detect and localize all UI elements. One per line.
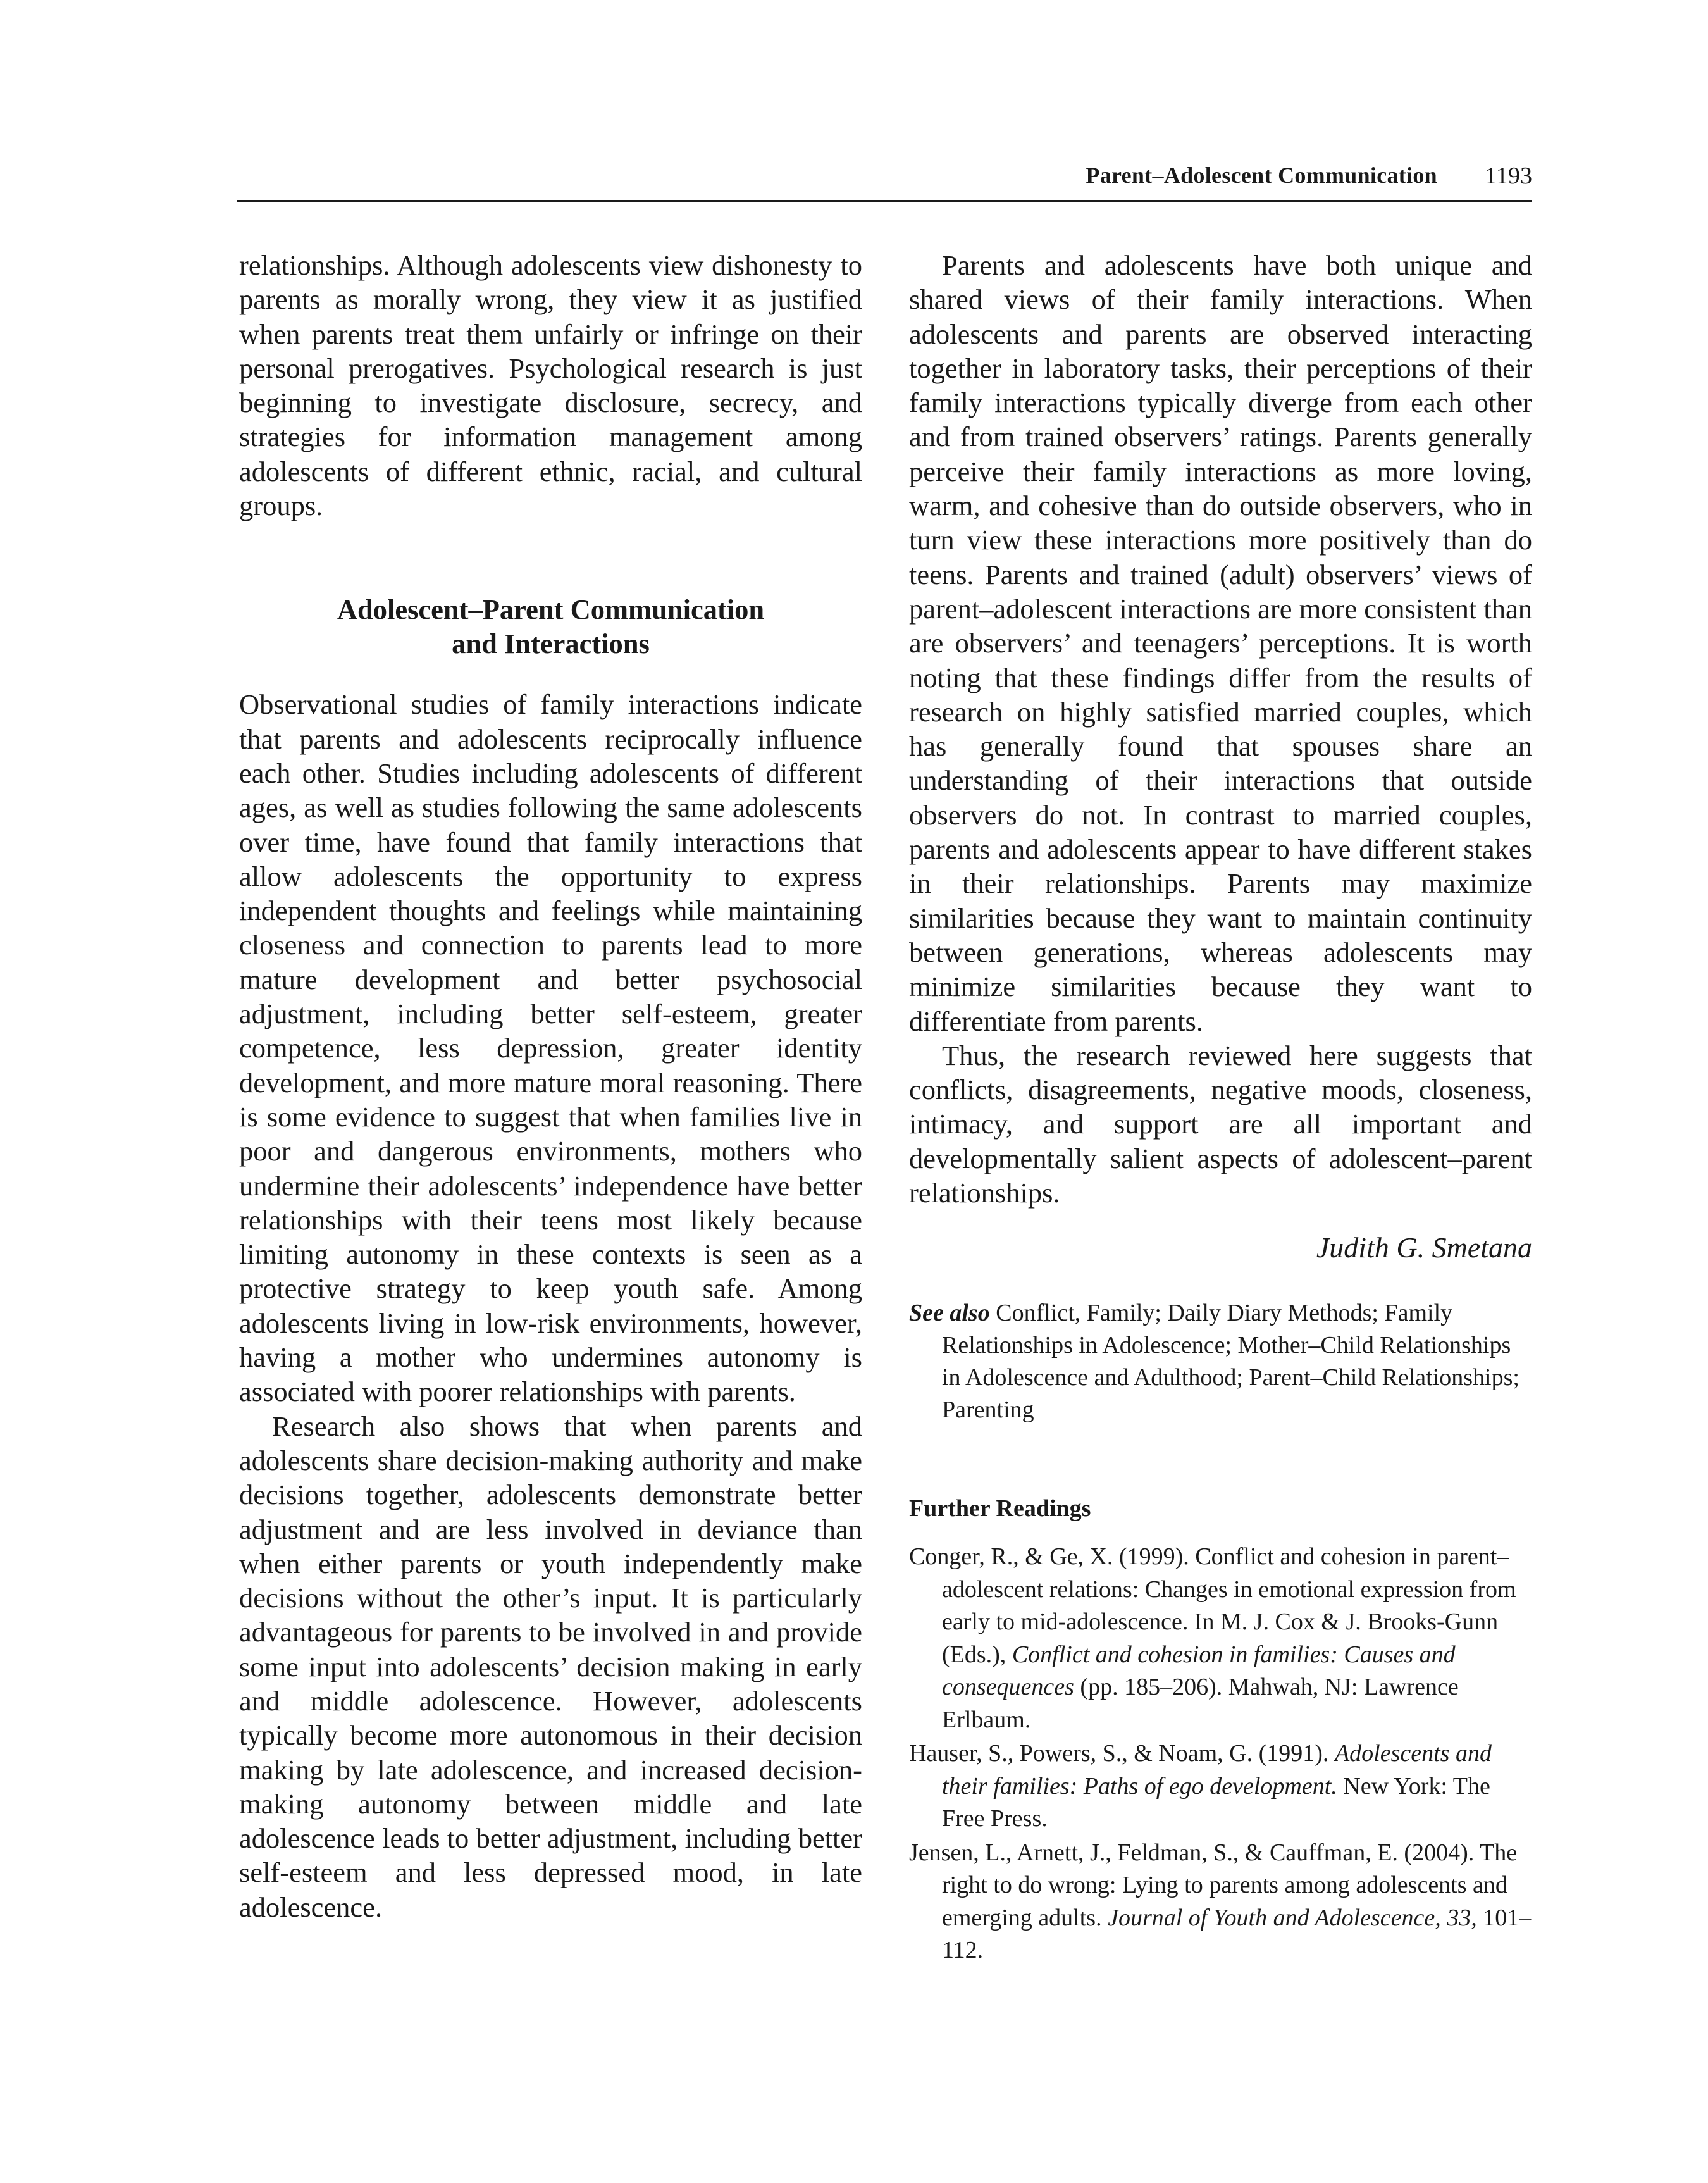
paragraph: Research also shows that when parents and adolescents share decision-making authority and make decisions together, adolescents demonstrate better adjustment and are less involved in deviance than when either parents or youth independently make decisions without the other’s input. It is particularly advantageous for parents to be involved in and provide some input into adolescents’ decision making in early and middle adolescence. However, adolescents typically become more autonomous in their decision making by late adolescence, and increased decision-making autonomy between middle and late adolescence leads to better adjustment, including better self-esteem and less depressed mood, in late adolescence. [239,1410,862,1923]
reference-entry [909,1837,1532,1967]
section-heading-line: Adolescent–Parent Communication [337,594,765,626]
author-signature: Judith G. Smetana [1316,1231,1532,1264]
section-heading-line: and Interactions [452,628,650,660]
reference-text: Hauser, S., Powers, S., & Noam, G. (1991). [909,1740,1335,1767]
reference-text: Conger, R., & Ge, X. (1999). Conflict and cohesion in parent–adolescent relations: Changes in emotional expression from early to mid-adolescence. In M. J. Cox & J. Brooks-Gunn (Eds.), [909,1543,1516,1668]
reference-text: New York: The Free Press. [942,1772,1490,1832]
page-number: 1193 [1485,163,1532,189]
paragraph: Thus, the research reviewed here suggests that conflicts, disagreements, negative moods, closeness, intimacy, and support are all important and developmentally salient aspects of adolescent–parent relationships. [909,1039,1532,1209]
see-also-label: See also [909,1300,990,1327]
reference-entry [909,1541,1532,1736]
reference-title: Journal of Youth and Adolescence, 33, [1108,1904,1477,1931]
see-also-text: Conflict, Family; Daily Diary Methods; Family Relationships in Adolescence; Mother–Child Relationships in Adolescence and Adulthood; Parent–Child Relationships; Parenting [942,1300,1519,1424]
reference-list [909,1541,1532,1967]
reference-text: Jensen, L., Arnett, J., Feldman, S., & Cauffman, E. (2004). The right to do wrong: Lying to parents among adolescents and emerging adults. [909,1839,1518,1931]
further-readings-heading: Further Readings [909,1495,1091,1522]
paragraph: Observational studies of family interactions indicate that parents and adolescents reciprocally influence each other. Studies including adolescents of different ages, as well as studies following the same adolescents over time, have found that family interactions that allow adolescents the opportunity to express independent thoughts and feelings while maintaining closeness and connection to parents lead to more mature development and better psychosocial adjustment, including better self-esteem, greater competence, less depression, greater identity development, and more mature moral reasoning. There is some evidence to suggest that when families live in poor and dangerous environments, mothers who undermine their adolescents’ independence have better relationships with their teens most likely because limiting autonomy in these contexts is seen as a protective strategy to keep youth safe. Among adolescents living in low-risk environments, however, having a mother who undermines autonomy is associated with poorer relationships with parents. [239,688,862,1408]
running-title: Parent–Adolescent Communication [1086,163,1437,188]
reference-title: Adolescents and their families: Paths of ego development. [942,1740,1492,1800]
reference-text: 101–112. [942,1904,1532,1964]
right-column [909,248,1532,1968]
section-heading [239,592,862,661]
running-header [237,162,1532,202]
reference-entry [909,1738,1532,1836]
paragraph: Parents and adolescents have both unique and shared views of their family interactions. When adolescents and parents are observed interacting together in laboratory tasks, their perceptions of their family interactions typically diverge from each other and from trained observers’ ratings. Parents generally perceive their family interactions as more loving, warm, and cohesive than do outside observers, who in turn view these interactions more positively than do teens. Parents and trained (adult) observers’ views of parent–adolescent interactions are more consistent than are observers’ and teenagers’ perceptions. It is worth noting that these findings differ from the results of research on highly satisfied married couples, which has generally found that spouses share an understanding of their interactions that outside observers do not. In contrast to married couples, parents and adolescents appear to have different stakes in their relationships. Parents may maximize similarities because they want to maintain continuity between generations, whereas adolescents may minimize similarities because they want to differentiate from parents. [909,249,1532,1037]
paragraph: relationships. Although adolescents view dishonesty to parents as morally wrong, they view it as justified when parents treat them unfairly or infringe on their personal prerogatives. Psychological research is just beginning to investigate disclosure, secrecy, and strategies for information management among adolescents of different ethnic, racial, and cultural groups. [239,249,862,522]
see-also [909,1297,1532,1426]
reference-text: (pp. 185–206). Mahwah, NJ: Lawrence Erlbaum. [942,1674,1459,1733]
left-column [239,248,862,1924]
reference-title: Conflict and cohesion in families: Causes and consequences [942,1641,1456,1701]
